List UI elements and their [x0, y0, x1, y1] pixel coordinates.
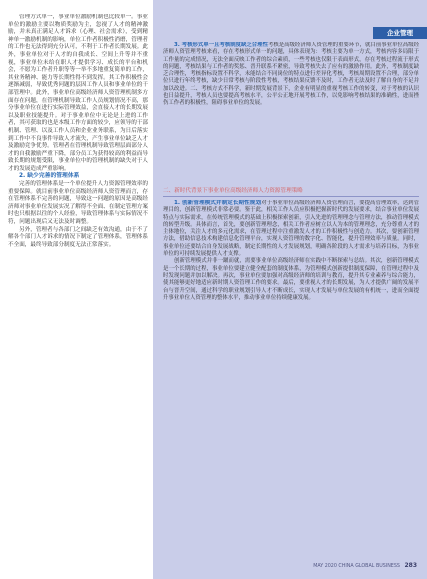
section2-paragraph-2: 创新管理模式并非一蹴而就，需要事业单位高级经济师在实践中不断探索与总结。其次，创新管理模式是一个长期的过程，事业单位要建立健全配套的制度体系，为管理模式创新提供制度保障，在管理过程中及时发现问题并加以解决。再次，事业单位要加强对高级经济师的培训与教育，提升其专业素养与综合能力，使其能够更好地适应新时期人资管理工作的要求。最后，要重视人才的长期发展，为人才提供广阔的发展平台与晋升空间，通过科学的职业规划引导人才不断成长，实现人才发展与单位发展的有机统一，进而全面提升事业单位人资管理的整体水平，推动事业单位持续健康发展。 [163, 258, 419, 301]
section-assessment [163, 42, 419, 184]
journal-name: MAY 2020 CHINA GLOBAL BUSINESS [313, 564, 400, 569]
section2-body-1: 对于事业单位高级经济师人资管理而言，要提高管理效率，达到管理目的，创新管理模式非常必要。鉴于此，相关工作人员应积极把握新时代的发展要求，结合事业单位发展特点与实际需求，在传统管理模式的基础上积极探索创新，引入先进的管理理念与管理方法，推动管理模式的转型升级。具体而言，首先，要创新管理理念，相关工作者应树立以人为本的管理理念，充分尊重人才的主体地位，关注人才的多元化需求，在管理过程中注重激发人才的工作积极性与创造力。其次，要创新管理方法，借助信息技术构建信息化管理平台，实现人资管理的数字化、智能化，提升管理效率与质量。同时，事业单位还要结合自身发展战略，制定长期性的人才发展规划，明确各阶段的人才需求与培养目标，为事业单位的可持续发展提供人才支撑。 [163, 200, 419, 258]
section-strategy [163, 200, 419, 553]
section2-subhead: 1. 创新管理模式并制定长期性规划 [174, 200, 262, 206]
left-subheading-2: 2. 缺少完善的管理体系 [19, 173, 80, 180]
section-tag: 企业管理 [373, 27, 427, 39]
right-panel [153, 0, 427, 579]
section1-lead: 3. 考核形式单一且考核制度缺乏合理性 [174, 42, 268, 48]
section1-body: 考核是高级经济师人资管理的重要环节，就目前事业单位高级经济师人资管理考核来看，存在考核形式单一的问题，具体表现为：考核主要为单一方式，考核内容多局限于工作量的完成情况，无法全面反映工作者的综合素质，一些考核也仅限于表面形式，存在考核过程流于形式的问题，考核结果与工作者的奖惩、晋升联系不紧密，导致考核失去了应有的激励作用。此外，考核制度缺乏合理性，考核指标设置不科学，未能结合不同岗位的特点进行差异化考核，考核周期设置不合理，部分单位只进行年终考核，缺少日常考核与阶段性考核，考核结果反馈不及时，工作者无法及时了解自身的不足并加以改进。二、考核方式不科学，新时期发展背景下，企业有明显的重视考核工作的转变，对于考核的认识也日益提升，考核人员也要提高考核水平，公平公正地开展考核工作，以免影响考核结果的准确性，进而挫伤工作者的积极性，阻碍事业单位的发展。 [163, 42, 419, 107]
section2-paragraph-1 [163, 200, 419, 258]
page-footer [237, 561, 417, 570]
left-column [8, 14, 148, 559]
left-paragraph-1: 管理方式单一，事业单位激励机制也比较单一。事业单位的激励主要以物质奖励为主，忽视了人才的精神激励，并未真正满足人才诉求（心理、社会需求），受到精神单一激励机制的影响，单位工作者积极性消磨，管理者的工作也无法得到充分认可，不利于工作者长期发展。此外，事业单位对于人才的自我成长、空间上升等并不重视，事业单位未给在职人才提供学习、成长的平台和机会，不愿为工作者升职等等一举不多地重复简单的工作，其业务精神、能力等长期性得不到发挥。其工作积极性会逐渐减弱，导致优秀问题的层因工作人员和事业单位的干部管理中。此外，事业单位高级经济师人资管理机制多方面存在问题，在管理机制导致工作人员规划情况不高，那分事业单位在进行实际管理效益，会直接人才的长期发展以及职业技能提升。对于事业单位中无论是上进的工作者，其可获取的也是本级工作方面的较少，应领导的干部机制、管理、以及工作人员和企业业务联系，为日后落实到工作中不良事件导致人才流失，产生事业单位缺乏人才及激励竞争优势。管理者在管理机制导致管理层面部分人才的自我激励严重下降，部分员工为获得较高的利益而导致长期的规划受限，事业单位中的管理机制的缺失对于人才的发展造成严重影响。 [8, 14, 148, 172]
section2-title: 二、新时代背景下事业单位高级经济师人力资源管理策略 [163, 186, 419, 197]
left-paragraph-2: 完善的管理体系是一个单位提升人力资源管理效率的重要保障。就目前事业单位高级经济师人资管理而言，存在管理体系不完善的问题，导致这一问题的原因是高级经济师对事业单位发展实况了解得不全面、在制定管理方案时也只根据以往的个人经验，导致管理体系与实际情况不符，问题出现后又无法及时调整。 [8, 181, 148, 226]
left-paragraph-3: 另外，管理者与各部门之间缺乏有效沟通，由于不了解各个部门人才诉求的情况下制定了管理体系，管理体系不全面，最终导致部分制度无法正常落实。 [8, 226, 148, 248]
section1-paragraph [163, 42, 419, 108]
page-number: 283 [404, 562, 417, 569]
